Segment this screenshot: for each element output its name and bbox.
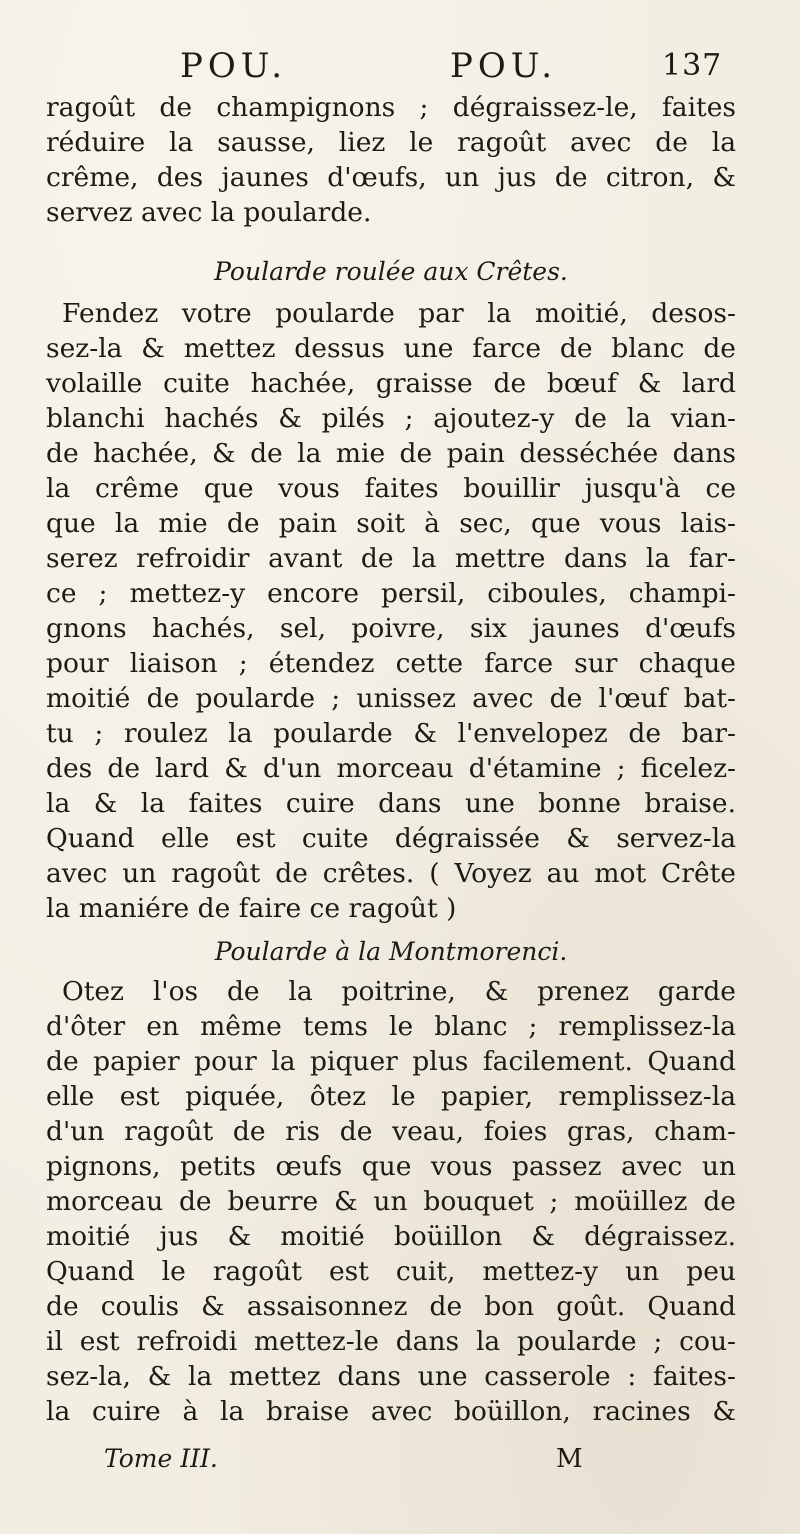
section-title: Poularde à la Montmorenci. [214, 937, 568, 966]
gathering-signature: M [556, 1444, 583, 1474]
text-line: sez-la & mettez dessus une farce de blanc de [46, 333, 736, 364]
text-line: d'un ragoût de ris de veau, foies gras, cham- [46, 1116, 736, 1147]
text-line: servez avec la poularde. [46, 197, 372, 228]
text-line: ragoût de champignons ; dégraissez-le, faites [46, 92, 736, 123]
text-line: la & la faites cuire dans une bonne braise. [46, 788, 736, 819]
text-line: de coulis & assaisonnez de bon goût. Quand [46, 1291, 736, 1322]
text-line: la cuire à la braise avec boüillon, racines & [46, 1396, 736, 1427]
text-line: Otez l'os de la poitrine, & prenez garde [62, 976, 736, 1007]
text-line: morceau de beurre & un bouquet ; moüillez de [46, 1186, 736, 1217]
section-title: Poularde roulée aux Crêtes. [214, 257, 568, 286]
text-line: moitié jus & moitié boüillon & dégraissez. [46, 1221, 736, 1252]
text-line: Fendez votre poularde par la moitié, desos- [62, 298, 736, 329]
text-line: des de lard & d'un morceau d'étamine ; ficelez- [46, 753, 736, 784]
recipe-heading-montmorenci [46, 932, 736, 972]
text-line: ce ; mettez-y encore persil, ciboules, champi- [46, 578, 736, 609]
text-line: moitié de poularde ; unissez avec de l'œuf bat- [46, 683, 736, 714]
text-line: Quand le ragoût est cuit, mettez-y un peu [46, 1256, 736, 1287]
text-line: serez refroidir avant de la mettre dans la far- [46, 543, 736, 574]
page-footer [0, 1444, 800, 1484]
text-line: de papier pour la piquer plus facilement. Quand [46, 1046, 736, 1077]
text-line: tu ; roulez la poularde & l'envelopez de bar- [46, 718, 736, 749]
text-line: pour liaison ; étendez cette farce sur chaque [46, 648, 736, 679]
recipe-heading-cretes [46, 252, 736, 292]
text-line: avec un ragoût de crêtes. ( Voyez au mot Crête [46, 858, 736, 889]
text-line: la crême que vous faites bouillir jusqu'à ce [46, 473, 736, 504]
text-line: que la mie de pain soit à sec, que vous lais- [46, 508, 736, 539]
text-line: sez-la, & la mettez dans une casserole : faites- [46, 1361, 736, 1392]
text-line: d'ôter en même tems le blanc ; remplissez-la [46, 1011, 736, 1042]
paragraph-continuation [46, 90, 736, 230]
running-header [0, 44, 800, 96]
text-line: gnons hachés, sel, poivre, six jaunes d'œufs [46, 613, 736, 644]
text-line: blanchi hachés & pilés ; ajoutez-y de la vian- [46, 403, 736, 434]
text-line: Quand elle est cuite dégraissée & servez-la [46, 823, 736, 854]
text-line: la maniére de faire ce ragoût ) [46, 893, 457, 924]
text-line: elle est piquée, ôtez le papier, remplissez-la [46, 1081, 736, 1112]
volume-signature: Tome III. [104, 1444, 218, 1473]
header-left: POU. [180, 46, 288, 86]
text-line: il est refroidi mettez-le dans la poularde ; cou- [46, 1326, 736, 1357]
recipe-body-montmorenci [46, 974, 736, 1429]
text-line: de hachée, & de la mie de pain desséchée dans [46, 438, 736, 469]
header-center: POU. [450, 46, 558, 86]
page-number: 137 [662, 48, 723, 83]
text-line: réduire la sausse, liez le ragoût avec de la [46, 127, 736, 158]
text-line: pignons, petits œufs que vous passez avec un [46, 1151, 736, 1182]
text-line: volaille cuite hachée, graisse de bœuf & lard [46, 368, 736, 399]
recipe-body-cretes [46, 296, 736, 926]
text-line: crême, des jaunes d'œufs, un jus de citron, & [46, 162, 736, 193]
